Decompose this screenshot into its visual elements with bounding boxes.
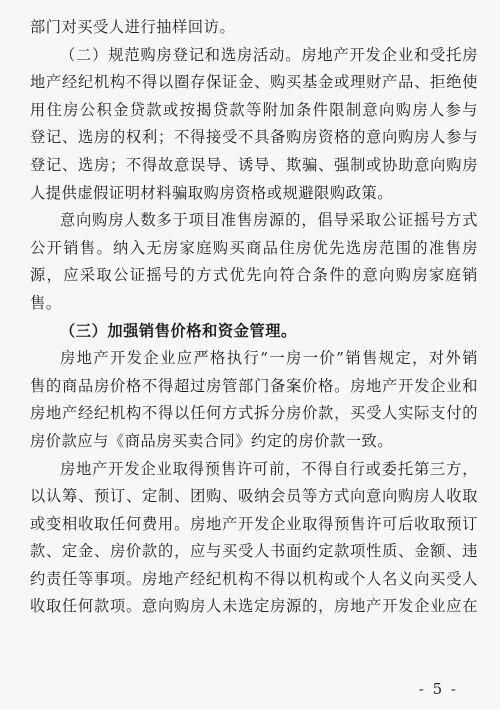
text-line: 房价款应与《商品房买卖合同》约定的房价款一致。 <box>30 431 394 450</box>
text-line: 约责任等事项。房地产经纪机构不得以机构或个人名义向买受人 <box>30 569 478 588</box>
page-number: - 5 - <box>418 680 458 698</box>
text-line: 款、定金、房价款的，应与买受人书面约定款项性质、金额、违 <box>30 542 478 561</box>
text-line: 公开销售。纳入无房家庭购买商品住房优先选房范围的准售房 <box>30 238 478 257</box>
text-line: 源，应采取公证摇号的方式优先向符合条件的意向购房家庭销 <box>30 266 478 285</box>
text-line: 或变相收取任何费用。房地产开发企业取得预售许可后收取预订 <box>30 514 478 533</box>
text-line: 以认筹、预订、定制、团购、吸纳会员等方式向意向购房人收取 <box>30 487 478 506</box>
section-heading-line: （二）规范购房登记和选房活动。房地产开发企业和受托房 <box>60 45 478 64</box>
text-line: 售。 <box>30 293 62 312</box>
text-line: 登记、选房；不得故意误导、诱导、欺骗、强制或协助意向购房 <box>30 155 478 174</box>
text-line: 用住房公积金贷款或按揭贷款等附加条件限制意向购房人参与 <box>30 100 478 119</box>
text-line: 登记、选房的权利；不得接受不具备购房资格的意向购房人参与 <box>30 128 478 147</box>
text-line: 售的商品房价格不得超过房管部门备案价格。房地产开发企业和 <box>30 376 478 395</box>
section-heading: （三）加强销售价格和资金管理。 <box>60 321 297 340</box>
text-line: 意向购房人数多于项目准售房源的，倡导采取公证摇号方式 <box>60 211 478 230</box>
text-line: 房地产开发企业应严格执行“一房一价”销售规定，对外销 <box>60 349 478 368</box>
text-line: 房地产经纪机构不得以任何方式拆分房价款，买受人实际支付的 <box>30 404 478 423</box>
text-line: 部门对买受人进行抽样回访。 <box>30 18 236 36</box>
text-line: 房地产开发企业取得预售许可前，不得自行或委托第三方， <box>60 459 478 478</box>
text-line: 地产经纪机构不得以圈存保证金、购买基金或理财产品、拒绝使 <box>30 73 478 92</box>
text-line: 人提供虚假证明材料骗取购房资格或规避限购政策。 <box>30 183 394 202</box>
text-line: 收取任何款项。意向购房人未选定房源的，房地产开发企业应在 <box>30 597 478 616</box>
